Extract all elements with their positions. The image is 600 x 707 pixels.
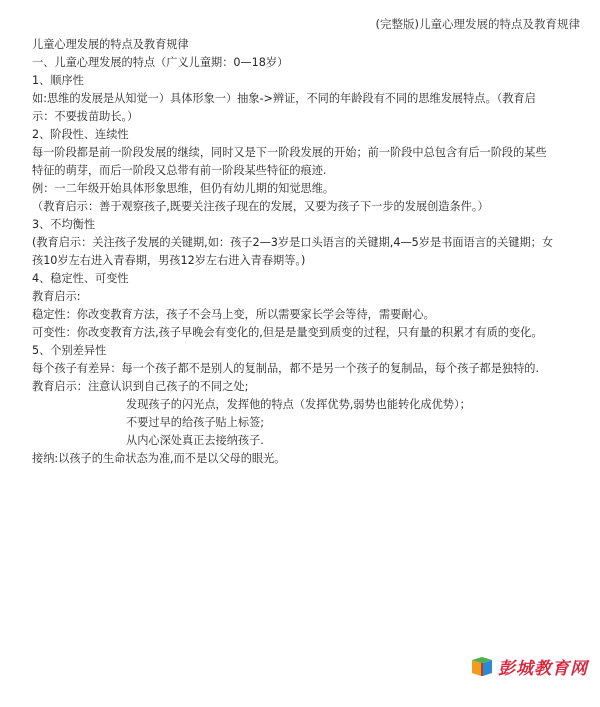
- document-body: [32, 36, 584, 468]
- section-heading-4: 4、稳定性、可变性: [32, 272, 129, 285]
- section-5-list-item-2: 不要过早的给孩子贴上标签;: [126, 416, 265, 429]
- watermark-text: 彭城教育网: [498, 659, 588, 679]
- site-watermark: [470, 654, 588, 679]
- book-logo-icon: [470, 656, 494, 678]
- section-5-paragraph-1: 每个孩子有差异：每一个孩子都不是别人的复制品，都不是另一个孩子的复制品，每个孩子都是独特的.: [32, 362, 539, 375]
- section-5-list-item-3: 从内心深处真正去接纳孩子.: [126, 434, 264, 447]
- section-heading-2: 2、阶段性、连续性: [32, 128, 129, 141]
- section-5-paragraph-3: 接纳:以孩子的生命状态为准,而不是以父母的眼光。: [32, 452, 286, 465]
- section-2-paragraph-1-cont: 特征的萌芽，而后一阶段又总带有前一阶段某些特征的痕迹.: [32, 164, 327, 177]
- section-4-paragraph-2: 稳定性：你改变教育方法，孩子不会马上变，所以需要家长学会等待，需要耐心。: [32, 308, 435, 321]
- section-1-paragraph: 如:思维的发展是从知觉一）具体形象一）抽象->辨证，不同的年龄段有不同的思维发展特点。（教育启: [32, 92, 536, 105]
- section-4-paragraph-3: 可变性：你改变教育方法,孩子早晚会有变化的,但是是量变到质变的过程，只有量的积累才有质的变化。: [32, 326, 543, 339]
- page-header-title: (完整版)儿童心理发展的特点及教育规律: [375, 17, 580, 31]
- section-2-paragraph-2: 例：一二年级开始具体形象思维，但仍有幼儿期的知觉思维。: [32, 182, 335, 195]
- section-4-paragraph-1: 教育启示:: [32, 290, 81, 303]
- section-1-paragraph-cont: 示：不要拔苗助长。）: [32, 110, 139, 123]
- section-5-paragraph-2: 教育启示：注意认识到自己孩子的不同之处;: [32, 380, 249, 393]
- section-heading-3: 3、不均衡性: [32, 218, 96, 231]
- section-2-paragraph-3: （教育启示：善于观察孩子,既要关注孩子现在的发展，又要为孩子下一步的发展创造条件。）: [32, 200, 489, 213]
- document-title: 儿童心理发展的特点及教育规律: [32, 38, 189, 51]
- section-heading-1: 1、顺序性: [32, 74, 84, 87]
- document-subtitle: 一、儿童心理发展的特点（广义儿童期：0—18岁）: [32, 56, 289, 69]
- section-heading-5: 5、个别差异性: [32, 344, 107, 357]
- section-3-paragraph: (教育启示：关注孩子发展的关键期,如：孩子2—3岁是口头语言的关键期,4—5岁是书面语言的关键期；女: [32, 236, 554, 249]
- section-5-list-item-1: 发现孩子的闪光点，发挥他的特点（发挥优势,弱势也能转化成优势）；: [126, 398, 471, 411]
- section-2-paragraph-1: 每一阶段都是前一阶段发展的继续，同时又是下一阶段发展的开始；前一阶段中总包含有后一阶段的某些: [32, 146, 547, 159]
- section-3-paragraph-cont: 孩10岁左右进入青春期，男孩12岁左右进入青春期等。): [32, 254, 306, 267]
